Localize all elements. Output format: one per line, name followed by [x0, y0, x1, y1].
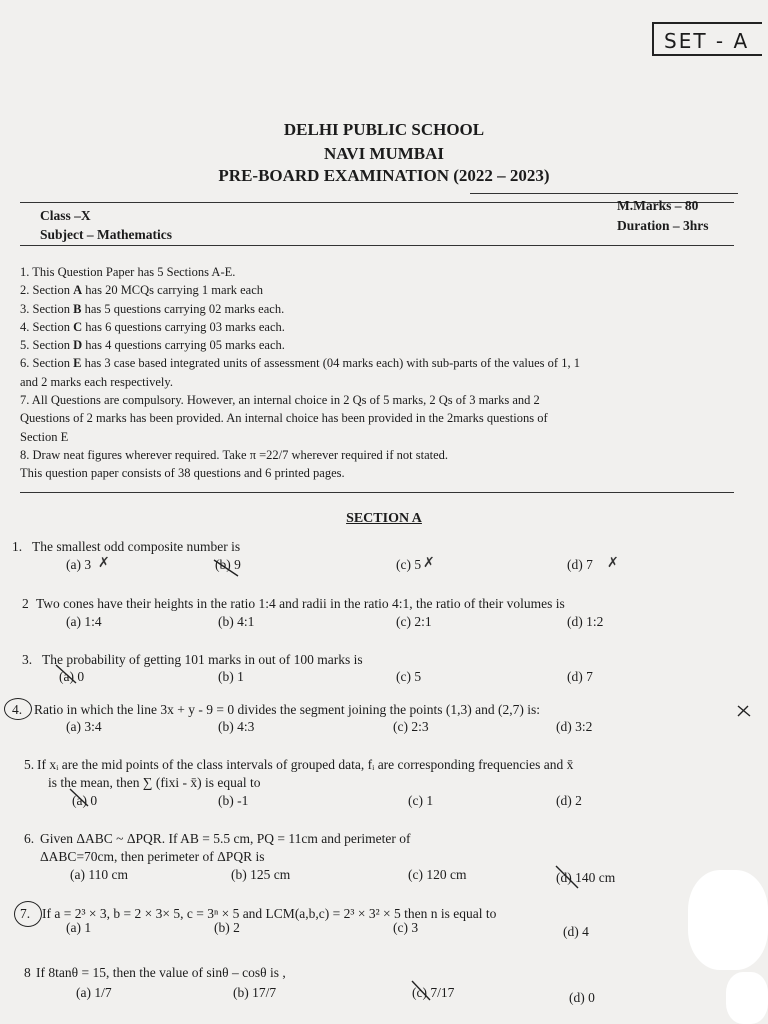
- instruction-1: 1. This Question Paper has 5 Sections A-E.: [20, 265, 236, 279]
- q3-text: The probability of getting 101 marks in out of 100 marks is: [42, 652, 363, 667]
- q2-option-b: (b) 4:1: [218, 614, 255, 629]
- q4-number: 4.: [12, 702, 23, 717]
- pen-slash-q5: [70, 789, 88, 806]
- instruction-6-cont: and 2 marks each respectively.: [20, 374, 173, 389]
- q1-number: 1.: [12, 539, 23, 554]
- q8-option-b: (b) 17/7: [233, 985, 277, 1000]
- pen-slash-q1: [214, 560, 238, 576]
- q7-text: If a = 2³ × 3, b = 2 × 3× 5, c = 3ⁿ × 5 and LCM(a,b,c) = 2³ × 3² × 5 then n is equal to: [42, 906, 497, 921]
- q1-option-d: (d) 7: [567, 557, 593, 572]
- q5-option-d: (d) 2: [556, 793, 582, 808]
- q7-option-c: (c) 3: [393, 920, 419, 935]
- q2-number: 2: [22, 596, 29, 611]
- class-label: Class –X: [40, 208, 91, 223]
- q8-text: If 8tanθ = 15, then the value of sinθ – cosθ is ,: [36, 965, 286, 980]
- q6-option-a: (a) 110 cm: [70, 867, 128, 882]
- q1-text: The smallest odd composite number is: [32, 539, 241, 554]
- q6-number: 6.: [24, 831, 35, 846]
- max-marks: M.Marks – 80: [617, 198, 699, 213]
- q3-option-a: (a) 0: [59, 669, 85, 684]
- q5-option-b: (b) -1: [218, 793, 249, 808]
- correction-blot: [688, 870, 768, 970]
- q1-option-c: (c) 5: [396, 557, 422, 572]
- cross-mark-icon: ✗: [423, 555, 435, 571]
- q3-option-b: (b) 1: [218, 669, 244, 684]
- q4-option-d: (d) 3:2: [556, 719, 593, 734]
- instruction-5: 5. Section D has 4 questions carrying 05 marks each.: [20, 338, 285, 353]
- q5-option-c: (c) 1: [408, 793, 434, 808]
- correction-blot: [726, 972, 768, 1024]
- q5-option-a: (a) 0: [72, 793, 98, 808]
- cross-mark-icon: ✗: [98, 555, 110, 571]
- q2-option-d: (d) 1:2: [567, 614, 604, 629]
- instruction-4: 4. Section C has 6 questions carrying 03 marks each.: [20, 319, 285, 334]
- q2-option-a: (a) 1:4: [66, 614, 102, 629]
- pen-slash-q6: [556, 866, 578, 888]
- q6-text-line2: ΔABC=70cm, then perimeter of ΔPQR is: [40, 849, 265, 864]
- q4-option-b: (b) 4:3: [218, 719, 255, 734]
- q4-text: Ratio in which the line 3x + y - 9 = 0 divides the segment joining the points (1,3) and (2,7) is:: [34, 702, 541, 717]
- instruction-9: This question paper consists of 38 questions and 6 printed pages.: [20, 466, 345, 481]
- instruction-7c: Section E: [20, 429, 69, 444]
- q5-number: 5.: [24, 757, 35, 772]
- school-name: DELHI PUBLIC SCHOOL: [283, 120, 485, 139]
- exam-title: PRE-BOARD EXAMINATION (2022 – 2023): [218, 166, 550, 185]
- q6-option-d: (d) 140 cm: [556, 870, 616, 885]
- q1-option-b: (b) 9: [215, 557, 241, 572]
- instruction-7a: 7. All Questions are compulsory. However, an internal choice in 2 Qs of 5 marks, 2 Qs of 3 marks and 2: [20, 393, 540, 408]
- cross-mark-icon: ✗: [607, 555, 619, 571]
- q3-option-d: (d) 7: [567, 669, 593, 684]
- q2-text: Two cones have their heights in the ratio 1:4 and radii in the ratio 4:1, the ratio of their volumes is: [36, 596, 565, 611]
- q8-option-a: (a) 1/7: [76, 985, 112, 1000]
- q1-option-a: (a) 3: [66, 557, 92, 572]
- q3-option-c: (c) 5: [396, 669, 422, 684]
- q7-option-b: (b) 2: [214, 920, 240, 935]
- instruction-6: 6. Section E has 3 case based integrated units of assessment (04 marks each) with sub-parts of the values of 1, 1: [20, 356, 580, 371]
- q4-option-a: (a) 3:4: [66, 719, 102, 734]
- subject-label: Subject – Mathematics: [40, 227, 172, 242]
- q5-text-line1: If xᵢ are the mid points of the class intervals of grouped data, fᵢ are corresponding frequencies and x̄: [37, 757, 574, 772]
- instruction-2: 2. Section A has 20 MCQs carrying 1 mark each: [20, 283, 264, 298]
- instruction-7b: Questions of 2 marks has been provided. An internal choice has been provided in the 2marks questions of: [20, 411, 548, 426]
- set-label: SET - A: [652, 22, 762, 56]
- q2-option-c: (c) 2:1: [396, 614, 432, 629]
- q7-option-d: (d) 4: [563, 924, 589, 939]
- q4-option-c: (c) 2:3: [393, 719, 429, 734]
- pen-slash-q8: [412, 981, 430, 1000]
- q7-option-a: (a) 1: [66, 920, 92, 935]
- q8-option-c: (c) 7/17: [412, 985, 455, 1000]
- duration: Duration – 3hrs: [617, 218, 709, 233]
- q7-number: 7.: [20, 906, 31, 921]
- q6-option-b: (b) 125 cm: [231, 867, 291, 882]
- section-a-title: SECTION A: [346, 511, 422, 526]
- q5-text-line2: is the mean, then ∑ (fixi - x̄) is equal to: [48, 775, 261, 790]
- instruction-8: 8. Draw neat figures wherever required. Take π =22/7 wherever required if not stated.: [20, 447, 449, 462]
- q3-number: 3.: [22, 652, 33, 667]
- pen-slash-q3: [56, 665, 76, 683]
- q8-option-d: (d) 0: [569, 990, 595, 1005]
- school-city: NAVI MUMBAI: [323, 144, 445, 163]
- pen-cross-margin: [738, 706, 750, 716]
- q6-option-c: (c) 120 cm: [408, 867, 467, 882]
- instruction-3: 3. Section B has 5 questions carrying 02 marks each.: [20, 301, 285, 316]
- q8-number: 8: [24, 965, 31, 980]
- q6-text-line1: Given ΔABC ~ ΔPQR. If AB = 5.5 cm, PQ = 11cm and perimeter of: [40, 831, 411, 846]
